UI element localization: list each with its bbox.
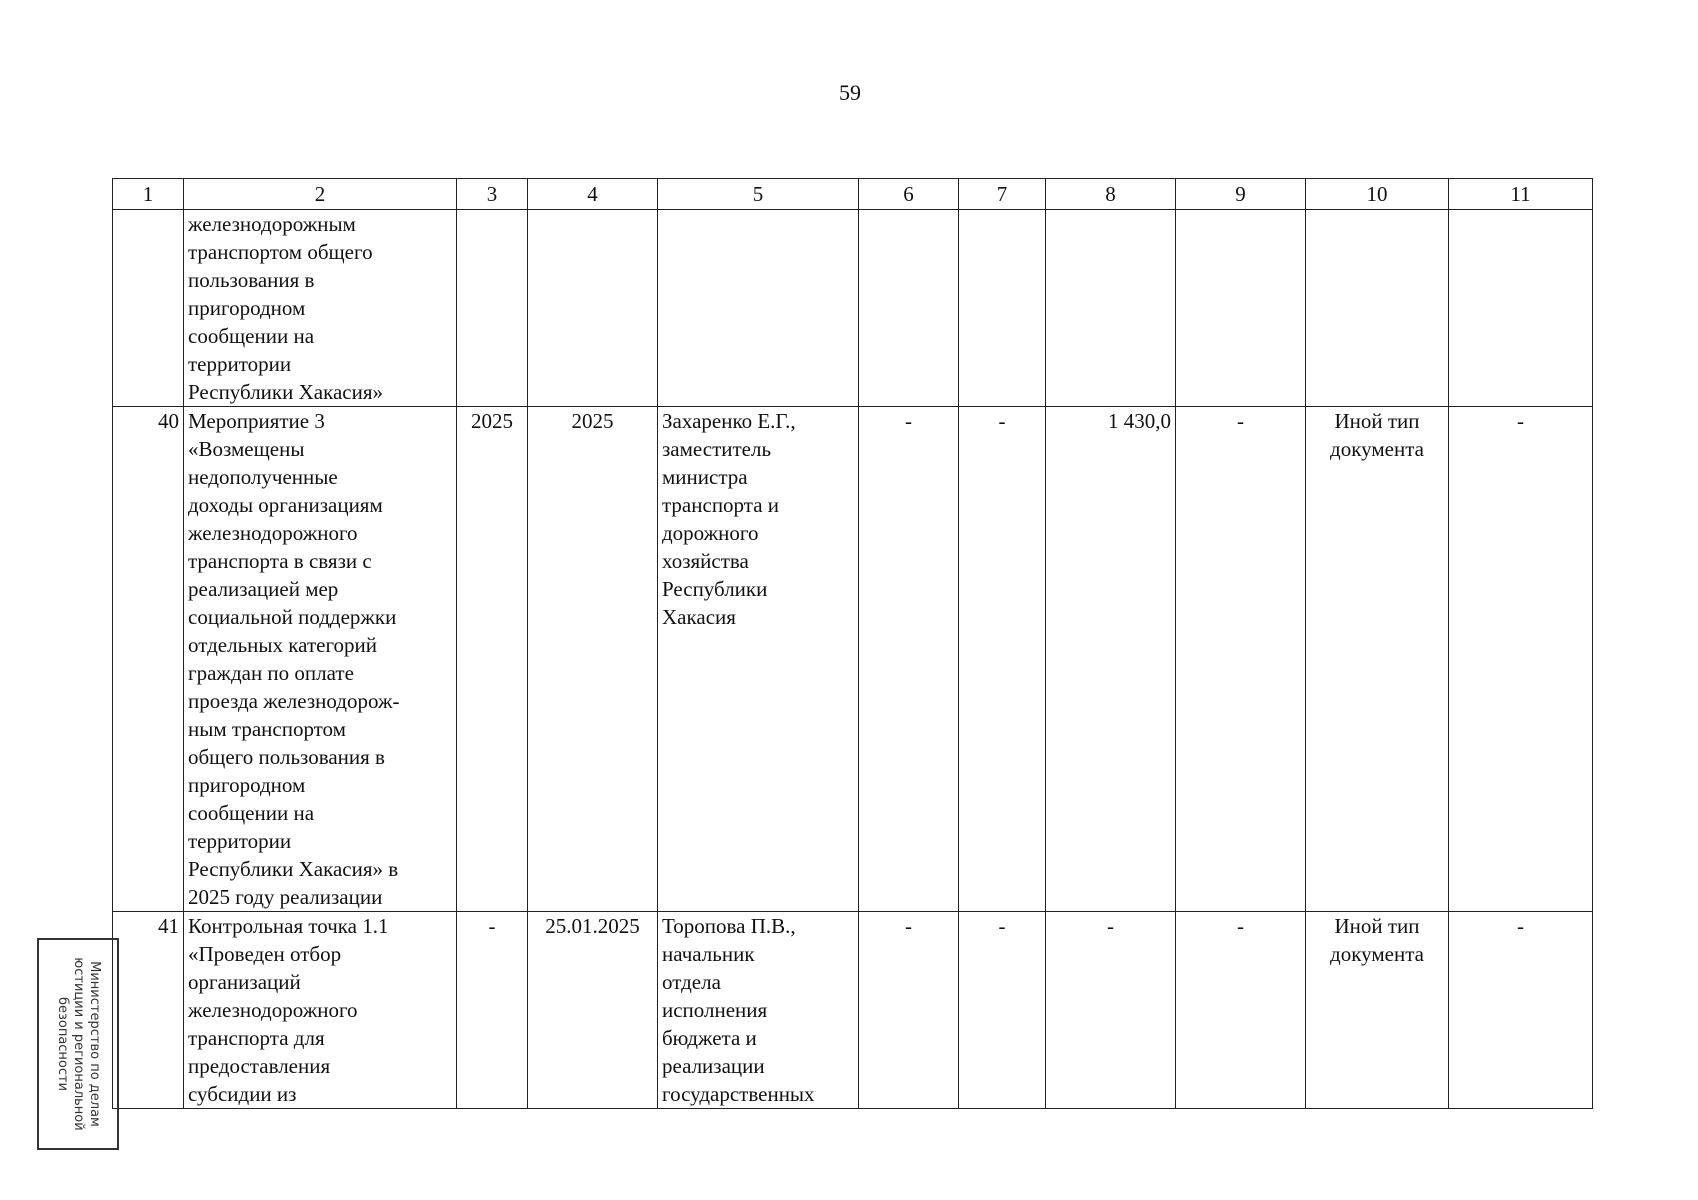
col3-cell: 2025 bbox=[457, 407, 528, 912]
col4-cell: 2025 bbox=[528, 407, 658, 912]
header-cell-1: 1 bbox=[113, 179, 184, 210]
table-row bbox=[113, 912, 1593, 1109]
col8-cell bbox=[1046, 210, 1176, 407]
doc-type-cell: Иной тип документа bbox=[1306, 912, 1449, 1109]
header-cell-3: 3 bbox=[457, 179, 528, 210]
header-cell-9: 9 bbox=[1176, 179, 1306, 210]
row-number-cell: 40 bbox=[113, 407, 184, 912]
col3-cell: - bbox=[457, 912, 528, 1109]
header-cell-2: 2 bbox=[184, 179, 457, 210]
row-number-cell bbox=[113, 210, 184, 407]
col11-cell bbox=[1449, 210, 1593, 407]
col3-cell bbox=[457, 210, 528, 407]
page-number: 59 bbox=[839, 80, 861, 105]
col8-cell: 1 430,0 bbox=[1046, 407, 1176, 912]
col6-cell: - bbox=[859, 912, 959, 1109]
row-number-cell: 41 bbox=[113, 912, 184, 1109]
header-cell-5: 5 bbox=[658, 179, 859, 210]
responsible-cell: Захаренко Е.Г., заместитель министра транспорта и дорожного хозяйства Республики Хакасия bbox=[658, 407, 859, 912]
col7-cell: - bbox=[959, 912, 1046, 1109]
description-cell: железнодорожным транспортом общего пользования в пригородном сообщении на территории Республики Хакасия» bbox=[184, 210, 457, 407]
doc-type-cell: Иной тип документа bbox=[1306, 407, 1449, 912]
col9-cell bbox=[1176, 210, 1306, 407]
program-table bbox=[112, 178, 1593, 1109]
col7-cell: - bbox=[959, 407, 1046, 912]
header-cell-10: 10 bbox=[1306, 179, 1449, 210]
col4-cell bbox=[528, 210, 658, 407]
col11-cell: - bbox=[1449, 912, 1593, 1109]
table-row bbox=[113, 407, 1593, 912]
ministry-stamp bbox=[37, 938, 119, 1150]
description-cell: Мероприятие 3 «Возмещены недополученные доходы организациям железнодорожного транспорта в связи с реализацией мер социальной поддержки отдельных категорий граждан по оплате проезда железнодорож- ным транспортом общего пользования в пригородном сообщении на территории Республики Хакасия» в 2025 году реализации bbox=[184, 407, 457, 912]
header-cell-11: 11 bbox=[1449, 179, 1593, 210]
col8-cell: - bbox=[1046, 912, 1176, 1109]
header-cell-8: 8 bbox=[1046, 179, 1176, 210]
header-cell-7: 7 bbox=[959, 179, 1046, 210]
col7-cell bbox=[959, 210, 1046, 407]
stamp-text: Министерство по делам юстиции и региональной безопасности bbox=[55, 957, 102, 1131]
header-row bbox=[113, 179, 1593, 210]
col6-cell bbox=[859, 210, 959, 407]
col6-cell: - bbox=[859, 407, 959, 912]
table-row bbox=[113, 210, 1593, 407]
description-cell: Контрольная точка 1.1 «Проведен отбор организаций железнодорожного транспорта для предоставления субсидии из bbox=[184, 912, 457, 1109]
header-cell-6: 6 bbox=[859, 179, 959, 210]
doc-type-cell bbox=[1306, 210, 1449, 407]
col4-cell: 25.01.2025 bbox=[528, 912, 658, 1109]
col11-cell: - bbox=[1449, 407, 1593, 912]
col9-cell: - bbox=[1176, 912, 1306, 1109]
header-cell-4: 4 bbox=[528, 179, 658, 210]
col9-cell: - bbox=[1176, 407, 1306, 912]
responsible-cell bbox=[658, 210, 859, 407]
responsible-cell: Торопова П.В., начальник отдела исполнения бюджета и реализации государственных bbox=[658, 912, 859, 1109]
